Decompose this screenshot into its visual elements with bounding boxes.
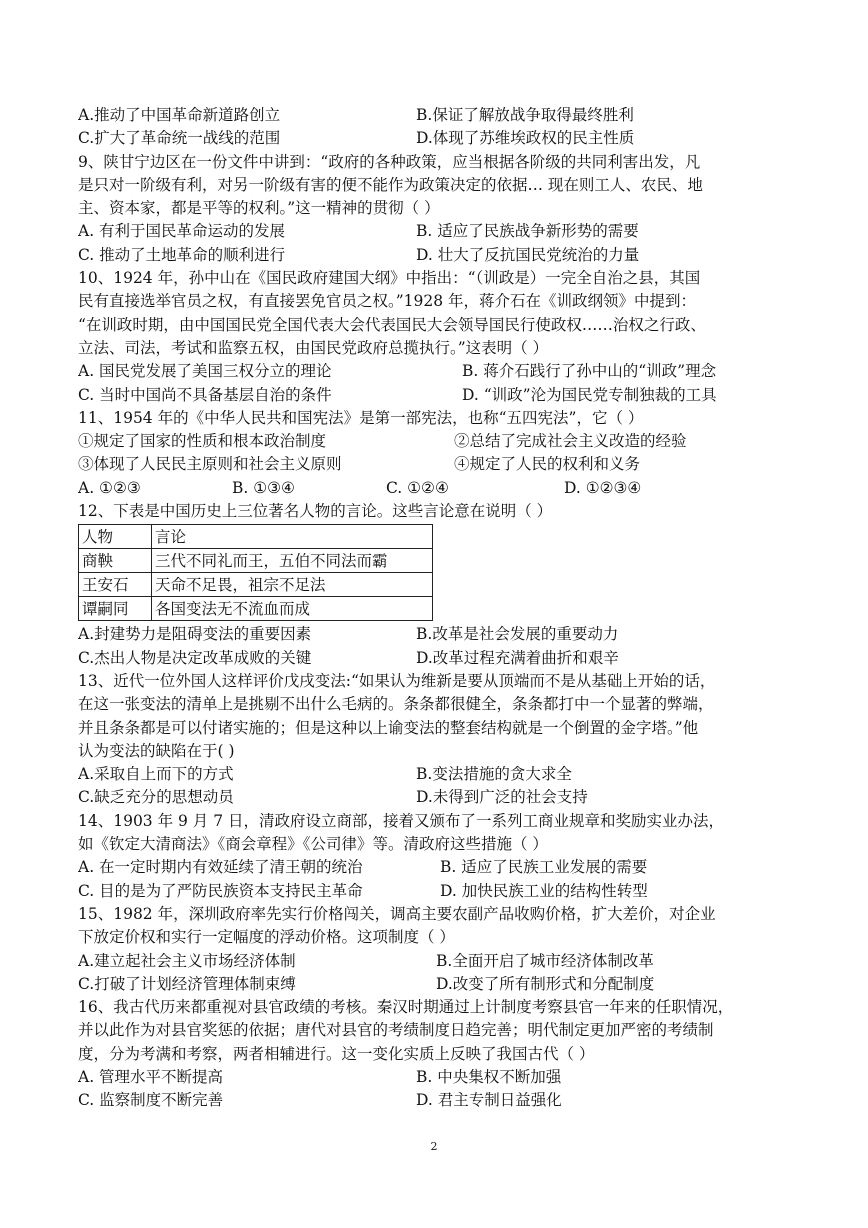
options-row	[78, 763, 794, 786]
question-text-line: 并且条条都是可以付诸实施的；但是这种以上谕变法的整套结构就是一个倒置的金字塔。”他	[78, 718, 699, 737]
option-a: A. 有利于国民革命运动的发展	[78, 222, 286, 241]
option-c: C. 监察制度不断完善	[78, 1091, 224, 1110]
option-c: C.缺乏充分的思想动员	[78, 788, 234, 807]
option-d: D. 君主专制日益强化	[416, 1091, 562, 1110]
option-b: B. 蒋介石践行了孙中山的“训政”理念	[462, 362, 717, 381]
statements-row	[78, 430, 794, 453]
option-c: C. 目的是为了严防民族资本支持民主革命	[78, 881, 363, 900]
options-row	[78, 880, 794, 903]
question-text-line: 9、陕甘宁边区在一份文件中讲到：“政府的各种政策，应当根据各阶级的共同利害出发，凡	[78, 152, 701, 171]
option-d: D.未得到广泛的社会支持	[416, 788, 588, 807]
option-b: B. 适应了民族工业发展的需要	[440, 858, 648, 877]
statement-3: ③体现了人民民主原则和社会主义原则	[78, 455, 342, 474]
table-row	[79, 573, 433, 597]
option-a: A. 管理水平不断提高	[78, 1067, 224, 1086]
option-d: D. ①②③④	[564, 478, 642, 497]
table-header-cell: 人物	[79, 525, 152, 549]
option-c: C.打破了计划经济管理体制束缚	[78, 974, 296, 993]
statement-4: ④规定了人民的权利和义务	[454, 455, 641, 474]
option-a: A.采取自上而下的方式	[78, 765, 234, 784]
table-cell: 三代不同礼而王，五伯不同法而霸	[152, 549, 433, 573]
question-text-line: 主、资本家，都是平等的权利。”这一精神的贯彻（ ）	[78, 199, 440, 218]
exam-content	[78, 104, 794, 1113]
options-row	[78, 950, 794, 973]
question-text-line: 12、下表是中国历史上三位著名人物的言论。这些言论意在说明（ ）	[78, 502, 553, 521]
options-row	[78, 220, 794, 243]
options-row	[78, 856, 794, 879]
question-text-line: 14、1903 年 9 月 7 日，清政府设立商部，接着又颁布了一系列工商业规章和奖励实业办法，	[78, 811, 725, 830]
options-row	[78, 477, 794, 500]
question-text-line: 在这一张变法的清单上是挑剔不出什么毛病的。条条都很健全，条条都打中一个显著的弊端，	[78, 695, 714, 714]
question-text-line: 11、1954 年的《中华人民共和国宪法》是第一部宪法，也称“五四宪法”，它（ ）	[78, 408, 644, 427]
options-row	[78, 973, 794, 996]
question-text-line: 15、1982 年，深圳政府率先实行价格闯关，调高主要农副产品收购价格，扩大差价，对企业	[78, 904, 716, 923]
table-cell: 谭嗣同	[79, 597, 152, 621]
table-header-cell: 言论	[152, 525, 433, 549]
question-text-line: 下放定价权和实行一定幅度的浮动价格。这项制度（ ）	[78, 928, 455, 947]
quotes-table	[78, 524, 433, 621]
options-row	[78, 384, 794, 407]
table-cell: 商鞅	[79, 549, 152, 573]
q8-options-row-2	[78, 127, 794, 150]
question-14	[78, 810, 794, 903]
q8-option-b: B.保证了解放战争取得最终胜利	[416, 106, 634, 124]
options-row	[78, 786, 794, 809]
option-b: B.全面开启了城市经济体制改革	[436, 951, 654, 970]
options-row	[78, 1089, 794, 1112]
option-b: B.改革是社会发展的重要动力	[416, 625, 619, 644]
question-9	[78, 151, 794, 267]
option-d: D.改革过程充满着曲折和艰辛	[416, 648, 619, 667]
table-cell: 各国变法无不流血而成	[152, 597, 433, 621]
question-text-line: 10、1924 年，孙中山在《国民政府建国大纲》中指出：“（训政是）一完全自治之县，其国	[78, 269, 701, 288]
option-a: A. ①②③	[78, 478, 141, 497]
option-a: A. 在一定时期内有效延续了清王朝的统治	[78, 858, 363, 877]
question-text-line: 16、我古代历来都重视对县官政绩的考核。秦汉时期通过上计制度考察县官一年来的任职情况，	[78, 998, 734, 1017]
question-text-line: 度，分为考满和考察，两者相辅进行。这一变化实质上反映了我国古代（ ）	[78, 1044, 595, 1063]
options-row	[78, 647, 794, 670]
option-b: B.变法措施的贪大求全	[416, 765, 572, 784]
options-row	[78, 623, 794, 646]
question-text-line: 认为变法的缺陷在于( )	[78, 741, 235, 760]
question-text-line: “在训政时期，由中国国民党全国代表大会代表国民大会领导国民行使政权……治权之行政、	[78, 315, 706, 334]
question-10	[78, 267, 794, 407]
table-cell: 王安石	[79, 573, 152, 597]
option-d: D. 壮大了反抗国民党统治的力量	[416, 245, 640, 264]
question-15	[78, 903, 794, 996]
question-text-line: 13、近代一位外国人这样评价戊戌变法:“如果认为维新是要从顶端而不是从基础上开始的话，	[78, 671, 716, 690]
q8-option-a: A.推动了中国革命新道路创立	[78, 106, 281, 124]
option-b: B. 适应了民族战争新形势的需要	[416, 222, 639, 241]
statement-2: ②总结了完成社会主义改造的经验	[454, 432, 687, 451]
question-16	[78, 996, 794, 1112]
option-a: A.建立起社会主义市场经济体制	[78, 951, 296, 970]
page-number: 2	[430, 1140, 438, 1153]
question-11	[78, 407, 794, 500]
option-c: C. 推动了土地革命的顺利进行	[78, 245, 286, 264]
option-a: A. 国民党发展了美国三权分立的理论	[78, 362, 332, 381]
statement-1: ①规定了国家的性质和根本政治制度	[78, 432, 327, 451]
options-row	[78, 244, 794, 267]
question-text-line: 如《钦定大清商法》《商会章程》《公司律》等。清政府这些措施（ ）	[78, 835, 548, 854]
table-cell: 天命不足畏，祖宗不足法	[152, 573, 433, 597]
q8-option-c: C.扩大了革命统一战线的范围	[78, 129, 281, 148]
question-text-line: 民有直接选举官员之权，有直接罢免官员之权。”1928 年，蒋介石在《训政纲领》中提到：	[78, 292, 697, 311]
question-12	[78, 500, 794, 670]
question-13	[78, 670, 794, 810]
table-header-row	[79, 525, 433, 549]
option-b: B. ①③④	[232, 478, 295, 497]
option-c: C. 当时中国尚不具备基层自治的条件	[78, 385, 332, 404]
option-a: A.封建势力是阻碍变法的重要因素	[78, 625, 312, 644]
q8-option-d: D.体现了苏维埃政权的民主性质	[416, 129, 635, 148]
options-row	[78, 360, 794, 383]
option-d: D. 加快民族工业的结构性转型	[440, 881, 648, 900]
q8-options-row-1	[78, 104, 794, 127]
table-row	[79, 549, 433, 573]
question-text-line: 立法、司法，考试和监察五权，由国民党政府总揽执行。”这表明（ ）	[78, 338, 549, 357]
options-row	[78, 1066, 794, 1089]
table-row	[79, 597, 433, 621]
option-d: D.改变了所有制形式和分配制度	[436, 974, 655, 993]
question-text-line: 并以此作为对县官奖惩的依据；唐代对县官的考绩制度日趋完善；明代制定更加严密的考绩制	[78, 1021, 714, 1040]
option-b: B. 中央集权不断加强	[416, 1067, 562, 1086]
statements-row	[78, 453, 794, 476]
option-d: D. “训政”沦为国民党专制独裁的工具	[462, 385, 717, 404]
option-c: C.杰出人物是决定改革成败的关键	[78, 648, 312, 667]
question-text-line: 是只对一阶级有利，对另一阶级有害的便不能作为政策决定的依据… 现在则工人、农民、地	[78, 175, 703, 194]
option-c: C. ①②④	[386, 478, 449, 497]
